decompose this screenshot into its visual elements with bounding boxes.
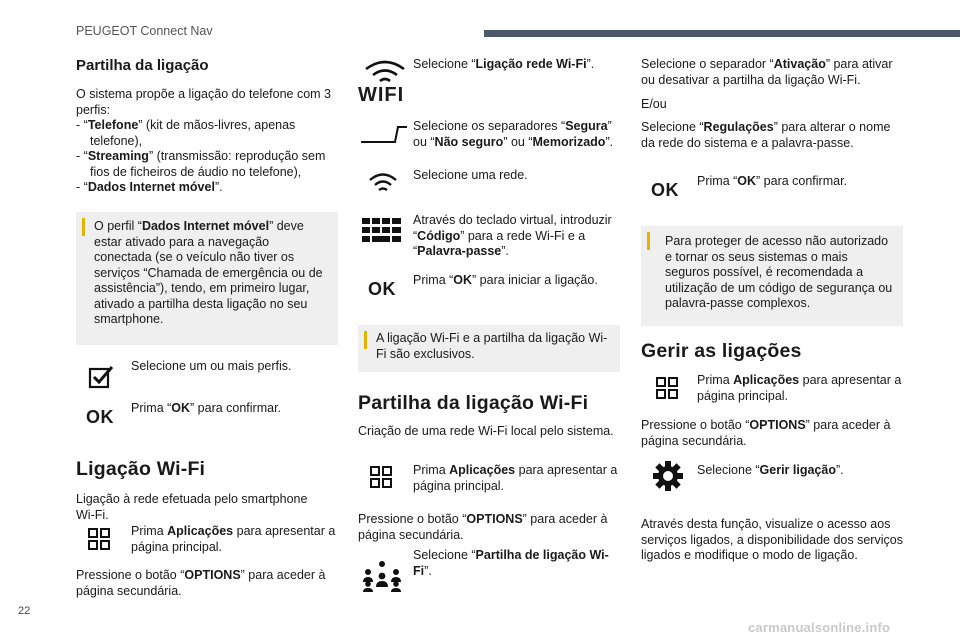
info-marker	[647, 232, 650, 250]
wifi-small-icon	[368, 172, 398, 194]
step-settings: Selecione “Regulações” para alterar o nome da rede do sistema e a palavra-passe.	[641, 120, 891, 150]
step-select-tabs: Selecione os separadores “Segura” ou “Não seguro” ou “Memorizado”.	[413, 119, 614, 149]
step-apps: Prima Aplicações para apresentar a página principal.	[413, 463, 618, 493]
note-text: A ligação Wi-Fi e a partilha da ligação Wi-Fi são exclusivos.	[376, 331, 608, 361]
list-item: - “Dados Internet móvel”.	[76, 180, 223, 194]
checkbox-icon	[88, 365, 114, 389]
header-rule	[484, 30, 960, 37]
ok-icon: OK	[86, 407, 114, 427]
list-item: - “Telefone” (kit de mãos-livres, apenas telefone),	[76, 118, 296, 148]
page-number: 22	[18, 605, 31, 617]
step-options: Pressione o botão “OPTIONS” para aceder à página secundária.	[641, 418, 891, 448]
ok-icon: OK	[651, 180, 679, 200]
step-apps: Prima Aplicações para apresentar a página principal.	[697, 373, 902, 403]
step-select-profiles: Selecione um ou mais perfis.	[131, 359, 292, 373]
info-marker	[364, 331, 367, 349]
step-manage-connection: Selecione “Gerir ligação”.	[697, 463, 844, 477]
step-activation-tab: Selecione o separador “Ativação” para ativar ou desativar a partilha da ligação Wi-Fi.	[641, 57, 893, 87]
sharing-intro: O sistema propõe a ligação do telefone com 3 perfis:	[76, 87, 332, 117]
keyboard-icon	[362, 218, 402, 244]
apps-grid-icon	[656, 377, 678, 399]
page-header: PEUGEOT Connect Nav	[76, 24, 213, 38]
note-text: O perfil “Dados Internet móvel” deve estar ativado para a navegação conectada (se o veículo não tiver os serviços “Chamada de emergência ou de assistência”), tendo, em primeiro lugar, ativado a partilha desta ligação no seu smartphone.	[94, 219, 323, 326]
note-text: Para proteger de acesso não autorizado e tornar os seus sistemas o mais seguros possível, é recomendada a utilização de um código de segurança ou palavra-passe complexos.	[665, 234, 893, 310]
watermark-text: carmanualsonline.info	[748, 620, 891, 635]
step-select-network: Selecione uma rede.	[413, 168, 528, 182]
info-marker	[82, 218, 85, 236]
section-title-wifi: Ligação Wi-Fi	[76, 458, 206, 480]
wifi-intro: Ligação à rede efetuada pelo smartphone Wi-Fi.	[76, 492, 308, 522]
info-note	[641, 226, 903, 326]
apps-grid-icon	[88, 528, 110, 550]
and-or-text: E/ou	[641, 97, 667, 111]
wifi-icon	[362, 60, 408, 84]
section-title-wifi-sharing: Partilha da ligação Wi-Fi	[358, 392, 589, 414]
profile-list	[76, 118, 338, 196]
section-title-sharing: Partilha da ligação	[76, 57, 209, 74]
connection-sharing-icon	[362, 560, 402, 592]
tabs-icon	[360, 125, 408, 145]
info-note	[358, 325, 620, 372]
step-select-wifi-network: Selecione “Ligação rede Wi-Fi”.	[413, 57, 595, 71]
step-ok-confirm: Prima “OK” para confirmar.	[697, 174, 848, 188]
step-apps: Prima Aplicações para apresentar a página principal.	[131, 524, 336, 554]
ok-icon: OK	[368, 279, 396, 299]
step-start-connection: Prima “OK” para iniciar a ligação.	[413, 273, 598, 287]
manage-description: Através desta função, visualize o acesso aos serviços ligados, a disponibilidade dos serviços ligados e modifique o modo de ligação.	[641, 517, 903, 562]
gear-icon	[652, 460, 684, 492]
wifi-sharing-intro: Criação de uma rede Wi-Fi local pelo sistema.	[358, 424, 614, 438]
list-item: - “Streaming” (transmissão: reprodução sem fios de ficheiros de áudio no telefone),	[76, 149, 326, 179]
step-ok-confirm: Prima “OK” para confirmar.	[131, 401, 282, 415]
info-note	[76, 212, 338, 345]
wifi-label: WIFI	[358, 84, 405, 106]
step-options: Pressione o botão “OPTIONS” para aceder à página secundária.	[76, 568, 326, 598]
section-title-manage: Gerir as ligações	[641, 340, 802, 362]
step-enter-code: Através do teclado virtual, introduzir “Código” para a rede Wi-Fi e a “Palavra-passe”.	[413, 213, 612, 258]
apps-grid-icon	[370, 466, 392, 488]
step-options: Pressione o botão “OPTIONS” para aceder à página secundária.	[358, 512, 608, 542]
step-select-sharing: Selecione “Partilha de ligação Wi-Fi”.	[413, 548, 609, 578]
